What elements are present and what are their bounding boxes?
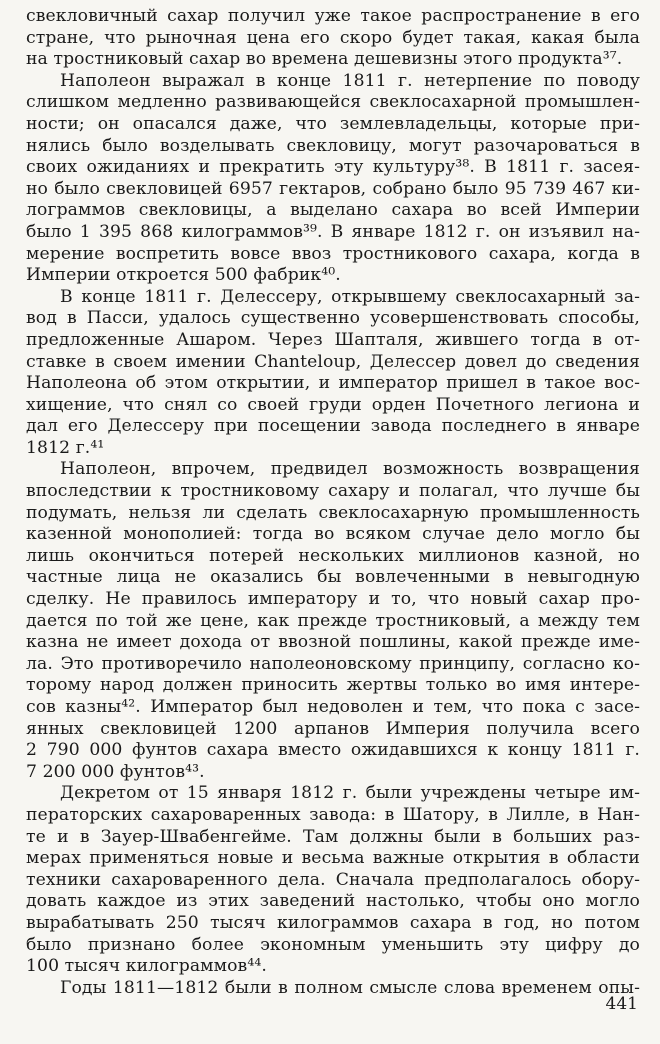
text-line: Империи откроется 500 фабрик⁴⁰. (26, 265, 341, 286)
text-line: частные лица не оказались бы вовлеченными в невыгодную (26, 567, 640, 588)
text-line: ности; он опасался даже, что землевладельцы, которые при- (26, 113, 640, 134)
body-text (26, 6, 640, 999)
text-line: слишком медленно развивающейся свеклосахарной промышлен- (26, 92, 640, 113)
text-line: ла. Это противоречило наполеоновскому принципу, согласно ко- (26, 653, 640, 674)
text-line: вырабатывать 250 тысяч килограммов сахара в год, но потом (26, 912, 640, 933)
text-line: Наполеон выражал в конце 1811 г. нетерпение по поводу (60, 70, 640, 91)
text-line: 100 тысяч килограммов⁴⁴. (26, 956, 267, 977)
text-line: 1812 г.⁴¹ (26, 437, 105, 458)
text-line: было 1 395 868 килограммов³⁹. В январе 1812 г. он изъявил на- (26, 221, 640, 242)
text-line: мерение воспретить вовсе ввоз тростникового сахара, когда в (26, 243, 640, 264)
text-line: нялись было возделывать свекловицу, могут разочароваться в (26, 135, 640, 156)
text-line: но было свекловицей 6957 гектаров, собрано было 95 739 467 ки- (26, 178, 640, 199)
text-line: предложенные Ашаром. Через Шапталя, жившего тогда в от- (26, 329, 640, 350)
text-line: казенной монополией: тогда во всяком случае дело могло бы (26, 524, 640, 545)
text-line: мерах применяться новые и весьма важные открытия в области (26, 848, 640, 869)
text-line: торому народ должен приносить жертвы только во имя интере- (26, 675, 640, 696)
text-line: Наполеон, впрочем, предвидел возможность возвращения (60, 459, 640, 480)
page-number: 441 (605, 994, 638, 1014)
text-line: подумать, нельзя ли сделать свеклосахарную промышленность (26, 502, 640, 523)
text-line: сов казны⁴². Император был недоволен и тем, что пока с засе- (26, 697, 640, 717)
text-line: своих ожиданиях и прекратить эту культуру³⁸. В 1811 г. засея- (26, 157, 640, 178)
text-line: вод в Пасси, удалось существенно усовершенствовать способы, (26, 308, 640, 329)
text-line: те и в Зауер-Швабенгейме. Там должны были в больших раз- (26, 826, 640, 847)
text-line: ператорских сахароваренных завода: в Шатору, в Лилле, в Нан- (26, 804, 640, 825)
text-line: 2 790 000 фунтов сахара вместо ожидавшихся к концу 1811 г. (26, 740, 640, 761)
text-line: дал его Делессеру при посещении завода последнего в январе (26, 416, 640, 437)
text-line: на тростниковый сахар во времена дешевизны этого продукта³⁷. (26, 49, 623, 70)
text-line: техники сахароваренного дела. Сначала предполагалось обору- (26, 869, 640, 890)
text-line: ставке в своем имении Chanteloup, Делессер довел до сведения (26, 351, 640, 372)
text-line: казна не имеет дохода от ввозной пошлины, какой прежде име- (26, 632, 640, 653)
text-line: Наполеона об этом открытии, и император пришел в такое вос- (26, 373, 640, 394)
text-line: Годы 1811—1812 были в полном смысле слова временем опы- (60, 977, 640, 998)
text-line: лишь окончиться потерей нескольких миллионов казной, но (26, 545, 640, 566)
text-line: Декретом от 15 января 1812 г. были учреждены четыре им- (60, 783, 640, 804)
text-line: янных свекловицей 1200 арпанов Империя получила всего (26, 718, 640, 739)
text-line: впоследствии к тростниковому сахару и полагал, что лучше бы (26, 481, 640, 502)
text-line: лограммов свекловицы, а выделано сахара во всей Империи (26, 200, 640, 221)
text-line: свекловичный сахар получил уже такое распространение в его (26, 6, 640, 26)
text-line: 7 200 000 фунтов⁴³. (26, 761, 205, 782)
text-line: дается по той же цене, как прежде тростниковый, а между тем (26, 610, 640, 631)
text-line: хищение, что снял со своей груди орден Почетного легиона и (26, 394, 640, 415)
text-line: сделку. Не правилось императору и то, что новый сахар про- (26, 589, 640, 610)
text-line: довать каждое из этих заведений настолько, чтобы оно могло (26, 891, 640, 912)
text-line: было признано более экономным уменьшить эту цифру до (26, 934, 640, 955)
text-line: В конце 1811 г. Делессеру, открывшему свеклосахарный за- (60, 286, 640, 307)
text-line: стране, что рыночная цена его скоро будет такая, какая была (26, 27, 640, 48)
